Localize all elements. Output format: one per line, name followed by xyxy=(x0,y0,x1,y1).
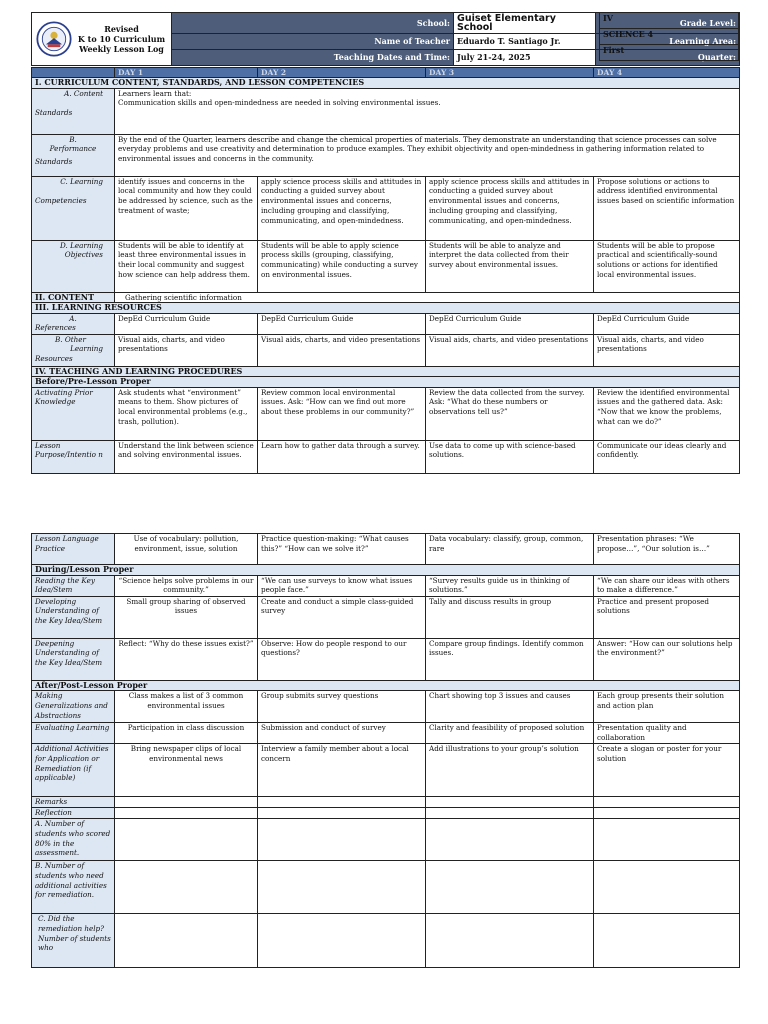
objectives-row xyxy=(32,240,740,292)
content-standards-text: Learners learn that: Communication skills and open-mindedness are needed in solving environmental issues. xyxy=(115,88,740,134)
evaluating-label: Evaluating Learning xyxy=(32,723,115,744)
other-resource-day-2: Visual aids, charts, and video presentations xyxy=(258,334,426,366)
objective-day-1: Students will be able to identify at least three environmental issues in their local community and suggest how science can help address them. xyxy=(115,240,258,292)
area-value: SCIENCE 4 xyxy=(600,29,739,45)
day-4-header: DAY 4 xyxy=(594,68,740,78)
reflection-row xyxy=(32,808,740,819)
remarks-row xyxy=(32,797,740,808)
teacher-value: Eduardo T. Santiago Jr. xyxy=(454,34,596,50)
reference-day-1: DepEd Curriculum Guide xyxy=(115,313,258,334)
additional-day-4: Create a slogan or poster for your solution xyxy=(594,744,740,797)
generalizations-day-3: Chart showing top 3 issues and causes xyxy=(426,691,594,723)
references-label: A. References xyxy=(32,313,115,334)
additional-day-1: Bring newspaper clips of local environmental news xyxy=(115,744,258,797)
section-procedures: IV. TEACHING AND LEARNING PROCEDURES xyxy=(32,366,740,377)
reflection-c-row xyxy=(32,914,740,968)
language-day-3: Data vocabulary: classify, group, common, rare xyxy=(426,534,594,565)
section-content: II. CONTENT xyxy=(32,292,115,303)
other-resource-day-4: Visual aids, charts, and video presentations xyxy=(594,334,740,366)
grade-label: Grade Level: xyxy=(596,13,740,34)
competency-day-4: Propose solutions or actions to address identified environmental issues based on scientific information xyxy=(594,176,740,240)
deepening-row xyxy=(32,638,740,680)
reflection-b-label: B. Number of students who need additional activities for remediation. xyxy=(32,861,115,914)
additional-row xyxy=(32,744,740,797)
objectives-label: D. Learning Objectives xyxy=(32,240,115,292)
day-3-header: DAY 3 xyxy=(426,68,594,78)
section-before: Before/Pre-Lesson Proper xyxy=(32,377,740,388)
generalizations-day-4: Each group presents their solution and action plan xyxy=(594,691,740,723)
references-row xyxy=(32,313,740,334)
generalizations-day-1: Class makes a list of 3 common environmental issues xyxy=(115,691,258,723)
purpose-day-4: Communicate our ideas clearly and confidently. xyxy=(594,440,740,473)
reading-day-1: “Science helps solve problems in our community.” xyxy=(115,575,258,596)
reflection-a-label: A. Number of students who scored 80% in the assessment. xyxy=(32,819,115,861)
day-2-header: DAY 2 xyxy=(258,68,426,78)
activating-day-3: Review the data collected from the survey. Ask: “What do these numbers or observations tell us?” xyxy=(426,387,594,440)
logo-cell xyxy=(32,13,172,66)
evaluating-day-1: Participation in class discussion xyxy=(115,723,258,744)
purpose-row xyxy=(32,440,740,473)
activating-day-1: Ask students what “environment” means to them. Show pictures of local environmental problems (e.g., trash, pollution). xyxy=(115,387,258,440)
teacher-label: Name of Teacher xyxy=(172,34,454,50)
activating-day-2: Review common local environmental issues. Ask: “How can we find out more about these problems in our community?” xyxy=(258,387,426,440)
deepening-day-4: Answer: “How can our solutions help the environment?” xyxy=(594,638,740,680)
reference-day-2: DepEd Curriculum Guide xyxy=(258,313,426,334)
header-values-right xyxy=(599,12,739,61)
reading-day-2: “We can use surveys to know what issues people face.” xyxy=(258,575,426,596)
dates-label: Teaching Dates and Time: xyxy=(172,50,454,66)
competency-day-2: apply science process skills and attitudes in conducting a guided survey about environmental issues and concerns, including grouping and classifying, communicating, and open-mindedness. xyxy=(258,176,426,240)
reference-day-4: DepEd Curriculum Guide xyxy=(594,313,740,334)
title-line-2: K to 10 Curriculum xyxy=(77,34,166,44)
reading-row xyxy=(32,575,740,596)
evaluating-day-4: Presentation quality and collaboration xyxy=(594,723,740,744)
developing-row xyxy=(32,596,740,638)
school-label: School: xyxy=(172,13,454,34)
remarks-label: Remarks xyxy=(32,797,115,808)
quarter-label: Quarter: xyxy=(596,50,740,66)
school-value: Guiset Elementary School xyxy=(454,13,596,34)
purpose-day-3: Use data to come up with science-based solutions. xyxy=(426,440,594,473)
language-day-1: Use of vocabulary: pollution, environment, issue, solution xyxy=(115,534,258,565)
language-day-2: Practice question-making: “What causes this?” “How can we solve it?” xyxy=(258,534,426,565)
evaluating-day-3: Clarity and feasibility of proposed solution xyxy=(426,723,594,744)
deepening-day-2: Observe: How do people respond to our questions? xyxy=(258,638,426,680)
content-value: Gathering scientific information xyxy=(115,292,740,303)
performance-standards-label: B. Performance Standards xyxy=(32,134,115,176)
reflection-c-label: C. Did the remediation help? Number of students who xyxy=(32,914,115,968)
language-label: Lesson Language Practice xyxy=(32,534,115,565)
competency-day-1: identify issues and concerns in the local community and how they could be addressed by science, such as the treatment of waste; xyxy=(115,176,258,240)
activating-row xyxy=(32,387,740,440)
reference-day-3: DepEd Curriculum Guide xyxy=(426,313,594,334)
additional-day-2: Interview a family member about a local concern xyxy=(258,744,426,797)
developing-label: Developing Understanding of the Key Idea/Stem xyxy=(32,596,115,638)
activating-day-4: Review the identified environmental issues and the gathered data. Ask: “Now that we know the problems, what can we do?” xyxy=(594,387,740,440)
objective-day-4: Students will be able to propose practical and scientifically-sound solutions or actions for identified local environmental issues. xyxy=(594,240,740,292)
lesson-log-table-part2 xyxy=(31,533,740,968)
section-after: After/Post-Lesson Proper xyxy=(32,680,740,691)
grade-value: IV xyxy=(600,13,739,29)
dates-value: July 21-24, 2025 xyxy=(454,50,596,66)
additional-day-3: Add illustrations to your group’s solution xyxy=(426,744,594,797)
reading-day-3: “Survey results guide us in thinking of solutions.” xyxy=(426,575,594,596)
language-day-4: Presentation phrases: “We propose…”, “Our solution is…” xyxy=(594,534,740,565)
reading-day-4: “We can share our ideas with others to make a difference.” xyxy=(594,575,740,596)
content-standards-row xyxy=(32,88,740,134)
other-resource-day-3: Visual aids, charts, and video presentations xyxy=(426,334,594,366)
additional-label: Additional Activities for Application or Remediation (if applicable) xyxy=(32,744,115,797)
reading-label: Reading the Key Idea/Stem xyxy=(32,575,115,596)
area-label: Learning Area: xyxy=(596,34,740,50)
objective-day-3: Students will be able to analyze and interpret the data collected from their survey about environmental issues. xyxy=(426,240,594,292)
lesson-log-table-part1 xyxy=(31,67,740,474)
purpose-day-1: Understand the link between science and solving environmental issues. xyxy=(115,440,258,473)
deepening-day-1: Reflect: “Why do these issues exist?” xyxy=(115,638,258,680)
developing-day-2: Create and conduct a simple class-guided survey xyxy=(258,596,426,638)
deepening-label: Deepening Understanding of the Key Idea/Stem xyxy=(32,638,115,680)
section-during: During/Lesson Proper xyxy=(32,565,740,576)
day-header-row xyxy=(32,68,740,78)
generalizations-row xyxy=(32,691,740,723)
objective-day-2: Students will be able to apply science process skills (grouping, classifying, communicating) while conducting a survey on environmental issues. xyxy=(258,240,426,292)
other-resources-row xyxy=(32,334,740,366)
reflection-label: Reflection xyxy=(32,808,115,819)
generalizations-label: Making Generalizations and Abstractions xyxy=(32,691,115,723)
performance-standards-text: By the end of the Quarter, learners describe and change the chemical properties of materials. They demonstrate an understanding that science processes can solve everyday problems and use creativity and determination to produce examples. They exhibit objectivity and open-mindedness in gathering information related to environmental issues and concerns in the community. xyxy=(115,134,740,176)
deepening-day-3: Compare group findings. Identify common issues. xyxy=(426,638,594,680)
generalizations-day-2: Group submits survey questions xyxy=(258,691,426,723)
developing-day-3: Tally and discuss results in group xyxy=(426,596,594,638)
other-resource-day-1: Visual aids, charts, and video presentations xyxy=(115,334,258,366)
competency-day-3: apply science process skills and attitudes in conducting a guided survey about environmental issues and concerns, including grouping and classifying, communicating, and open-mindedness. xyxy=(426,176,594,240)
reflection-a-row xyxy=(32,819,740,861)
day-1-header: DAY 1 xyxy=(115,68,258,78)
title-line-3: Weekly Lesson Log xyxy=(79,44,164,54)
developing-day-4: Practice and present proposed solutions xyxy=(594,596,740,638)
performance-standards-row xyxy=(32,134,740,176)
developing-day-1: Small group sharing of observed issues xyxy=(115,596,258,638)
other-resources-label: B. Other Learning Resources xyxy=(32,334,115,366)
reflection-b-row xyxy=(32,861,740,914)
evaluating-row xyxy=(32,723,740,744)
deped-seal-icon xyxy=(36,21,72,57)
purpose-label: Lesson Purpose/Intentio n xyxy=(32,440,115,473)
section-curriculum: I. CURRICULUM CONTENT, STANDARDS, AND LESSON COMPETENCIES xyxy=(32,78,740,89)
quarter-value: First xyxy=(600,45,739,61)
content-standards-label: A. Content Standards xyxy=(32,88,115,134)
title-line-1: Revised xyxy=(104,24,139,34)
competencies-label: C. Learning Competencies xyxy=(32,176,115,240)
activating-label: Activating Prior Knowledge xyxy=(32,387,115,440)
purpose-day-2: Learn how to gather data through a survey. xyxy=(258,440,426,473)
evaluating-day-2: Submission and conduct of survey xyxy=(258,723,426,744)
content-row xyxy=(32,292,740,303)
competencies-row xyxy=(32,176,740,240)
section-resources: III. LEARNING RESOURCES xyxy=(32,303,740,314)
language-row xyxy=(32,534,740,565)
